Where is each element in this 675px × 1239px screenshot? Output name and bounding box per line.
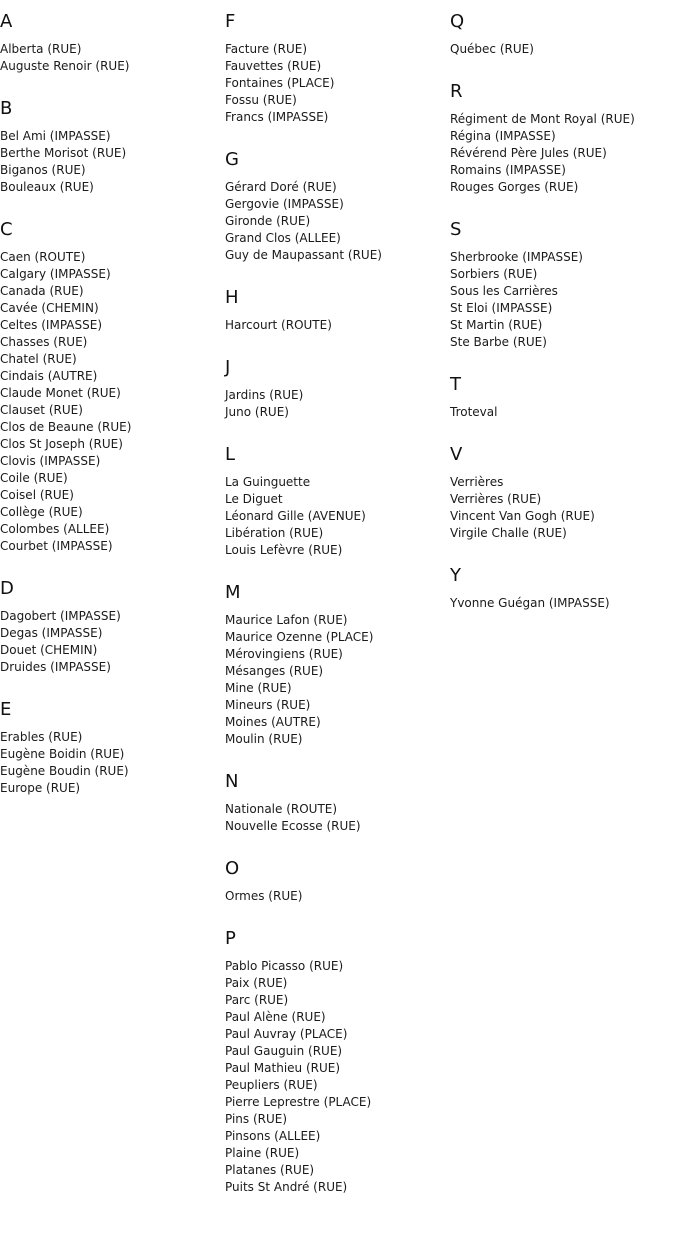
street-index-column-1 [0, 0, 225, 797]
street-list [225, 179, 450, 264]
street-link[interactable]: Collège (RUE) [0, 505, 83, 519]
street-list [450, 111, 675, 196]
street-link[interactable]: Eugène Boidin (RUE) [0, 747, 125, 761]
street-link[interactable]: Paul Gauguin (RUE) [225, 1044, 343, 1058]
street-link[interactable]: Paul Alène (RUE) [225, 1010, 326, 1024]
letter-group [450, 444, 675, 542]
street-list [225, 41, 450, 126]
street-link[interactable]: Paix (RUE) [225, 976, 288, 990]
street-link[interactable]: Platanes (RUE) [225, 1163, 315, 1177]
street-link[interactable]: Clovis (IMPASSE) [0, 454, 101, 468]
street-list [225, 612, 450, 748]
street-list [225, 317, 450, 334]
letter-group [0, 699, 225, 797]
street-link[interactable]: Francs (IMPASSE) [225, 110, 329, 124]
letter-group [450, 11, 675, 58]
street-link[interactable]: St Eloi (IMPASSE) [450, 301, 553, 315]
street-link[interactable]: Berthe Morisot (RUE) [0, 146, 127, 160]
street-link[interactable]: Puits St André (RUE) [225, 1180, 348, 1194]
street-link[interactable]: Gergovie (IMPASSE) [225, 197, 344, 211]
street-index-column-3 [450, 0, 675, 612]
street-link[interactable]: Léonard Gille (AVENUE) [225, 509, 366, 523]
street-link[interactable]: Claude Monet (RUE) [0, 386, 121, 400]
street-list [0, 128, 225, 196]
street-list [450, 249, 675, 351]
street-link[interactable]: Plaine (RUE) [225, 1146, 300, 1160]
street-link[interactable]: Mine (RUE) [225, 681, 292, 695]
letter-heading: A [0, 11, 13, 32]
street-link[interactable]: Verrières (RUE) [450, 492, 542, 506]
street-link[interactable]: Calgary (IMPASSE) [0, 267, 111, 281]
street-link[interactable]: Sorbiers (RUE) [450, 267, 538, 281]
letter-group [0, 219, 225, 555]
letter-heading: G [225, 149, 239, 170]
street-list [225, 958, 450, 1196]
street-link[interactable]: Virgile Challe (RUE) [450, 526, 567, 540]
street-link[interactable]: Peupliers (RUE) [225, 1078, 318, 1092]
street-link[interactable]: Cindais (AUTRE) [0, 369, 98, 383]
letter-heading: T [450, 374, 461, 395]
street-link[interactable]: Révérend Père Jules (RUE) [450, 146, 607, 160]
street-link[interactable]: Paul Mathieu (RUE) [225, 1061, 341, 1075]
street-link[interactable]: Caen (ROUTE) [0, 250, 86, 264]
letter-group [0, 578, 225, 676]
street-link[interactable]: Biganos (RUE) [0, 163, 86, 177]
street-link[interactable]: Celtes (IMPASSE) [0, 318, 102, 332]
street-list [0, 249, 225, 555]
street-link[interactable]: Coisel (RUE) [0, 488, 74, 502]
letter-heading: E [0, 699, 12, 720]
letter-group [0, 11, 225, 75]
street-link[interactable]: Fauvettes (RUE) [225, 59, 322, 73]
street-link[interactable]: Degas (IMPASSE) [0, 626, 103, 640]
street-link[interactable]: Pinsons (ALLEE) [225, 1129, 321, 1143]
street-link[interactable]: Guy de Maupassant (RUE) [225, 248, 382, 262]
street-list [450, 595, 675, 612]
street-list [225, 474, 450, 559]
street-link[interactable]: Eugène Boudin (RUE) [0, 764, 129, 778]
letter-heading: Y [450, 565, 461, 586]
street-link[interactable]: Maurice Ozenne (PLACE) [225, 630, 374, 644]
street-link[interactable]: Clos de Beaune (RUE) [0, 420, 132, 434]
street-link[interactable]: Mésanges (RUE) [225, 664, 324, 678]
street-link[interactable]: Europe (RUE) [0, 781, 81, 795]
street-link[interactable]: Clos St Joseph (RUE) [0, 437, 123, 451]
street-link[interactable]: Régina (IMPASSE) [450, 129, 556, 143]
letter-heading: M [225, 582, 241, 603]
street-list [450, 474, 675, 542]
street-link[interactable]: Bel Ami (IMPASSE) [0, 129, 111, 143]
letter-group [0, 98, 225, 196]
letter-heading: C [0, 219, 13, 240]
street-list [450, 41, 675, 58]
letter-group [225, 858, 450, 905]
street-link[interactable]: Verrières [450, 475, 504, 489]
letter-heading: P [225, 928, 236, 949]
street-link[interactable]: Nouvelle Ecosse (RUE) [225, 819, 361, 833]
street-link[interactable]: Clauset (RUE) [0, 403, 83, 417]
street-link[interactable]: Rouges Gorges (RUE) [450, 180, 579, 194]
street-link[interactable]: Romains (IMPASSE) [450, 163, 566, 177]
letter-heading: F [225, 11, 236, 32]
letter-group [225, 928, 450, 1196]
street-link[interactable]: Nationale (ROUTE) [225, 802, 338, 816]
street-link[interactable]: St Martin (RUE) [450, 318, 543, 332]
letter-group [450, 565, 675, 612]
street-link[interactable]: Druides (IMPASSE) [0, 660, 111, 674]
street-index-column-2 [225, 0, 450, 1196]
letter-heading: H [225, 287, 239, 308]
street-link[interactable]: Courbet (IMPASSE) [0, 539, 113, 553]
letter-group [225, 357, 450, 421]
letter-group [225, 582, 450, 748]
letter-heading: N [225, 771, 239, 792]
street-link[interactable]: Fossu (RUE) [225, 93, 297, 107]
street-link[interactable]: Paul Auvray (PLACE) [225, 1027, 348, 1041]
street-link[interactable]: Moines (AUTRE) [225, 715, 321, 729]
street-link[interactable]: Pablo Picasso (RUE) [225, 959, 344, 973]
street-link[interactable]: Alberta (RUE) [0, 42, 82, 56]
street-link[interactable]: Auguste Renoir (RUE) [0, 59, 130, 73]
letter-group [450, 219, 675, 351]
street-link[interactable]: Sous les Carrières [450, 284, 558, 298]
street-link[interactable]: Bouleaux (RUE) [0, 180, 94, 194]
street-link[interactable]: Dagobert (IMPASSE) [0, 609, 121, 623]
street-link[interactable]: Facture (RUE) [225, 42, 307, 56]
street-link[interactable]: Pins (RUE) [225, 1112, 288, 1126]
street-link[interactable]: Mérovingiens (RUE) [225, 647, 343, 661]
street-link[interactable]: Yvonne Guégan (IMPASSE) [450, 596, 610, 610]
street-link[interactable]: Louis Lefèvre (RUE) [225, 543, 343, 557]
street-link[interactable]: Régiment de Mont Royal (RUE) [450, 112, 635, 126]
street-link[interactable]: Libération (RUE) [225, 526, 324, 540]
street-link[interactable]: La Guinguette [225, 475, 311, 489]
letter-heading: O [225, 858, 240, 879]
letter-group [225, 444, 450, 559]
street-link[interactable]: Gérard Doré (RUE) [225, 180, 337, 194]
street-list [450, 404, 675, 421]
street-link[interactable]: Ste Barbe (RUE) [450, 335, 547, 349]
letter-group [225, 149, 450, 264]
street-link[interactable]: Fontaines (PLACE) [225, 76, 335, 90]
street-link[interactable]: Erables (RUE) [0, 730, 83, 744]
street-link[interactable]: Parc (RUE) [225, 993, 289, 1007]
letter-heading: R [450, 81, 463, 102]
street-link[interactable]: Moulin (RUE) [225, 732, 303, 746]
letter-heading: D [0, 578, 14, 599]
letter-heading: Q [450, 11, 465, 32]
letter-group [225, 771, 450, 835]
street-link[interactable]: Maurice Lafon (RUE) [225, 613, 348, 627]
street-list [0, 729, 225, 797]
street-link[interactable]: Harcourt (ROUTE) [225, 318, 332, 332]
street-list [225, 888, 450, 905]
street-link[interactable]: Douet (CHEMIN) [0, 643, 98, 657]
street-link[interactable]: Colombes (ALLEE) [0, 522, 110, 536]
street-link[interactable]: Gironde (RUE) [225, 214, 311, 228]
street-link[interactable]: Pierre Leprestre (PLACE) [225, 1095, 372, 1109]
street-link[interactable]: Québec (RUE) [450, 42, 534, 56]
letter-group [450, 374, 675, 421]
street-list [0, 41, 225, 75]
street-link[interactable]: Chatel (RUE) [0, 352, 77, 366]
street-link[interactable]: Chasses (RUE) [0, 335, 88, 349]
letter-heading: V [450, 444, 463, 465]
letter-heading: L [225, 444, 236, 465]
letter-heading: J [225, 357, 231, 378]
letter-group [450, 81, 675, 196]
street-link[interactable]: Troteval [450, 405, 498, 419]
street-link[interactable]: Cavée (CHEMIN) [0, 301, 99, 315]
street-link[interactable]: Juno (RUE) [225, 405, 289, 419]
street-link[interactable]: Coile (RUE) [0, 471, 68, 485]
street-link[interactable]: Le Diguet [225, 492, 283, 506]
letter-group [225, 11, 450, 126]
street-list [0, 608, 225, 676]
street-link[interactable]: Grand Clos (ALLEE) [225, 231, 341, 245]
street-link[interactable]: Canada (RUE) [0, 284, 84, 298]
street-link[interactable]: Ormes (RUE) [225, 889, 303, 903]
letter-group [225, 287, 450, 334]
street-link[interactable]: Vincent Van Gogh (RUE) [450, 509, 595, 523]
street-link[interactable]: Mineurs (RUE) [225, 698, 311, 712]
letter-heading: B [0, 98, 13, 119]
street-list [225, 387, 450, 421]
letter-heading: S [450, 219, 462, 240]
street-link[interactable]: Jardins (RUE) [225, 388, 304, 402]
street-link[interactable]: Sherbrooke (IMPASSE) [450, 250, 583, 264]
street-list [225, 801, 450, 835]
